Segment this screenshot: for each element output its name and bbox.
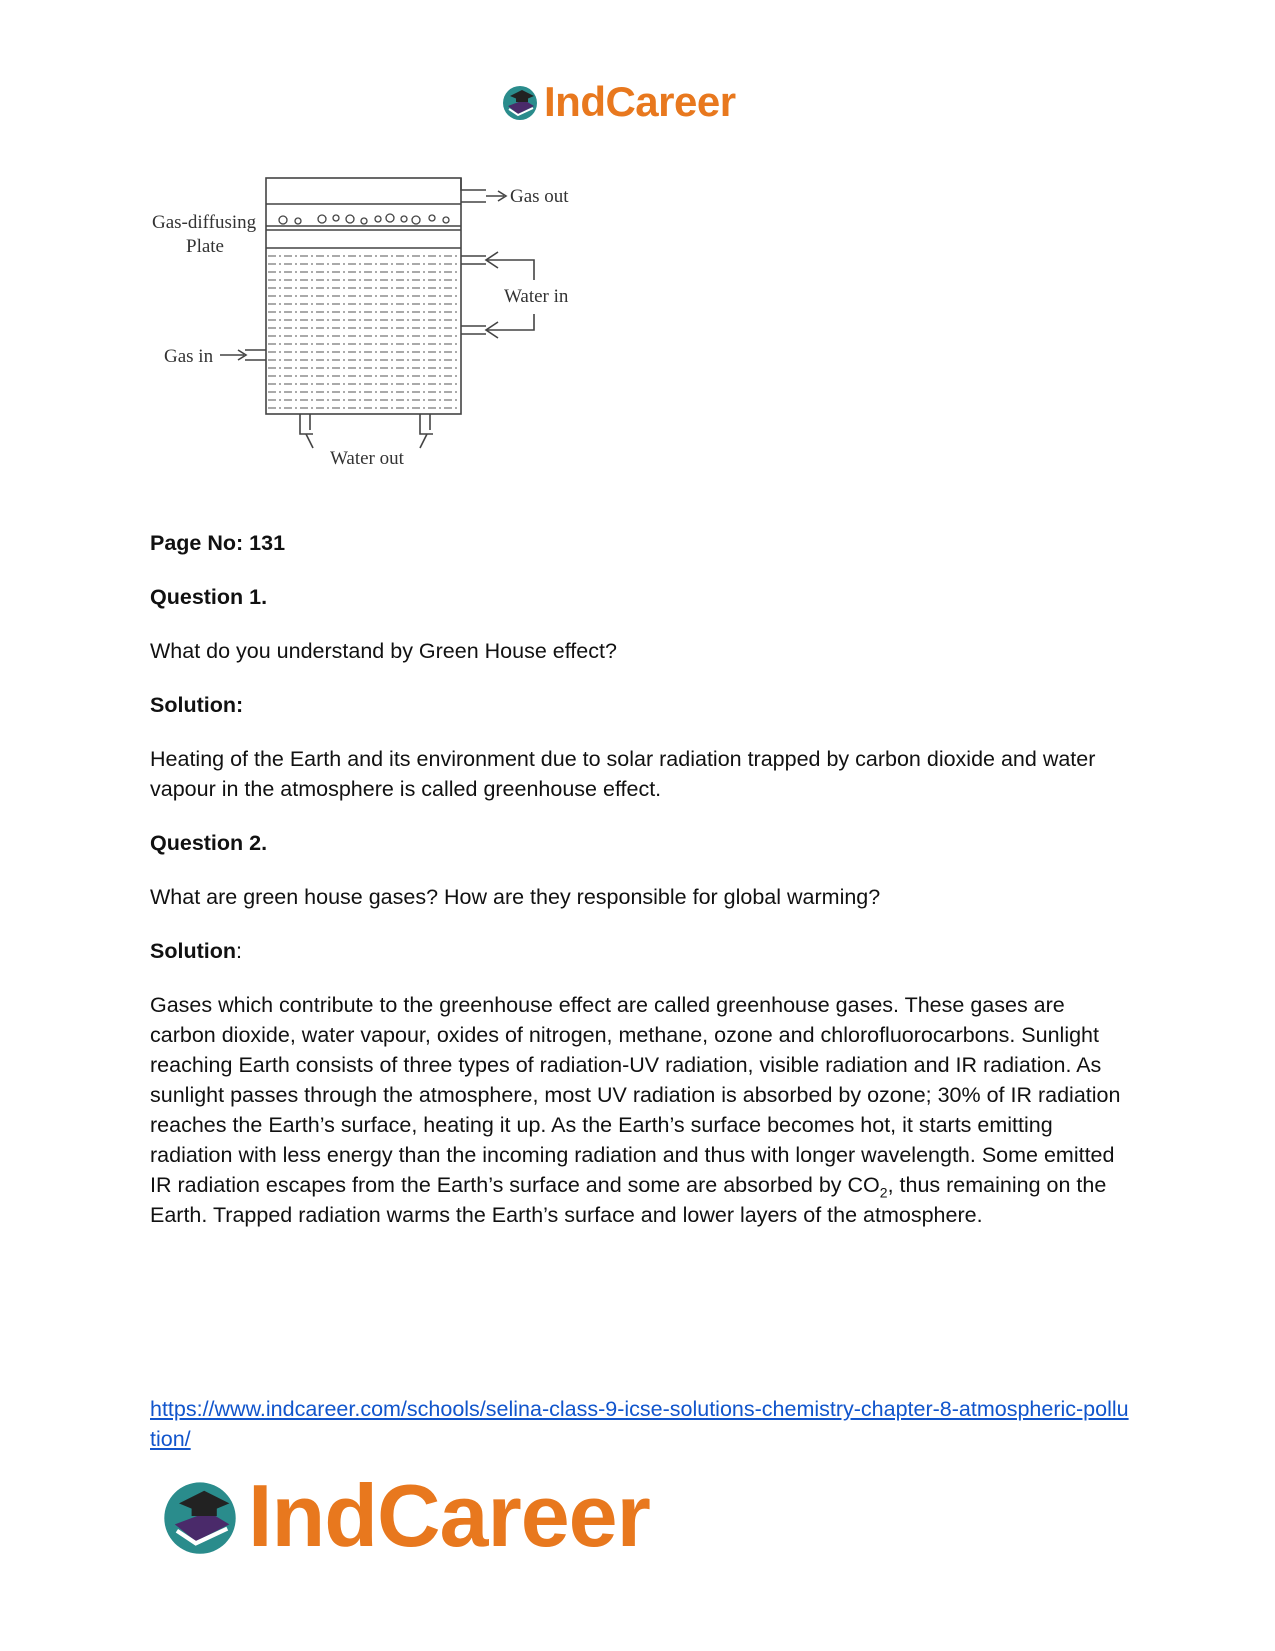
question-2-solution-text [150, 990, 1130, 1230]
label-gas-in: Gas in [164, 346, 214, 367]
question-2-text: What are green house gases? How are they responsible for global warming? [150, 885, 881, 909]
label-gas-out: Gas out [510, 186, 569, 207]
label-gas-diffusing: Gas-diffusing [152, 212, 257, 233]
gas-absorber-diagram [150, 172, 610, 502]
question-2-title: Question 2. [150, 831, 268, 855]
solution-label-text: Solution [150, 939, 236, 963]
header-logo [500, 78, 736, 126]
source-link[interactable]: https://www.indcareer.com/schools/selina-class-9-icse-solutions-chemistry-chapter-8-atmospheric-pollution/ [150, 1397, 1129, 1451]
page-number: Page No: 131 [150, 531, 286, 555]
co2-subscript: 2 [879, 1184, 888, 1201]
label-water-out: Water out [330, 448, 404, 469]
question-1-title: Question 1. [150, 585, 268, 609]
question-2-solution-label [150, 936, 1130, 990]
question-1-text: What do you understand by Green House effect? [150, 639, 617, 663]
footer-logo [158, 1465, 650, 1567]
graduation-book-icon [158, 1474, 242, 1558]
logo-text: IndCareer [248, 1466, 650, 1565]
solution-text-part-a: Gases which contribute to the greenhouse effect are called greenhouse gases. These gases are carbon dioxide, water vapour, oxides of nitrogen, methane, ozone and chlorofluorocarbons. Sunlight reaching Earth consists of three types of radiation-UV radiation, visible radiation and IR radiation. As sunlight passes through the atmosphere, most UV radiation is absorbed by ozone; 30% of IR radiation reaches the Earth’s surface, heating it up. As the Earth’s surface becomes hot, it starts emitting radiation with less energy than the incoming radiation and thus with longer wavelength. Some emitted IR radiation escapes from the Earth’s surface and some are absorbed by CO [150, 993, 1121, 1197]
solution-label-colon: : [235, 939, 242, 963]
logo-text: IndCareer [544, 78, 736, 125]
solution-text-part-b: , thus remaining on the Earth. Trapped radiation warms the Earth’s surface and lower layers of the atmosphere. [150, 1173, 1107, 1227]
document-body [150, 528, 1130, 1230]
label-plate: Plate [186, 236, 224, 257]
graduation-book-icon [500, 82, 540, 122]
question-1-solution-label: Solution: [150, 693, 244, 717]
label-water-in: Water in [504, 286, 569, 307]
question-1-solution-text: Heating of the Earth and its environment due to solar radiation trapped by carbon dioxide and water vapour in the atmosphere is called greenhouse effect. [150, 747, 1096, 801]
